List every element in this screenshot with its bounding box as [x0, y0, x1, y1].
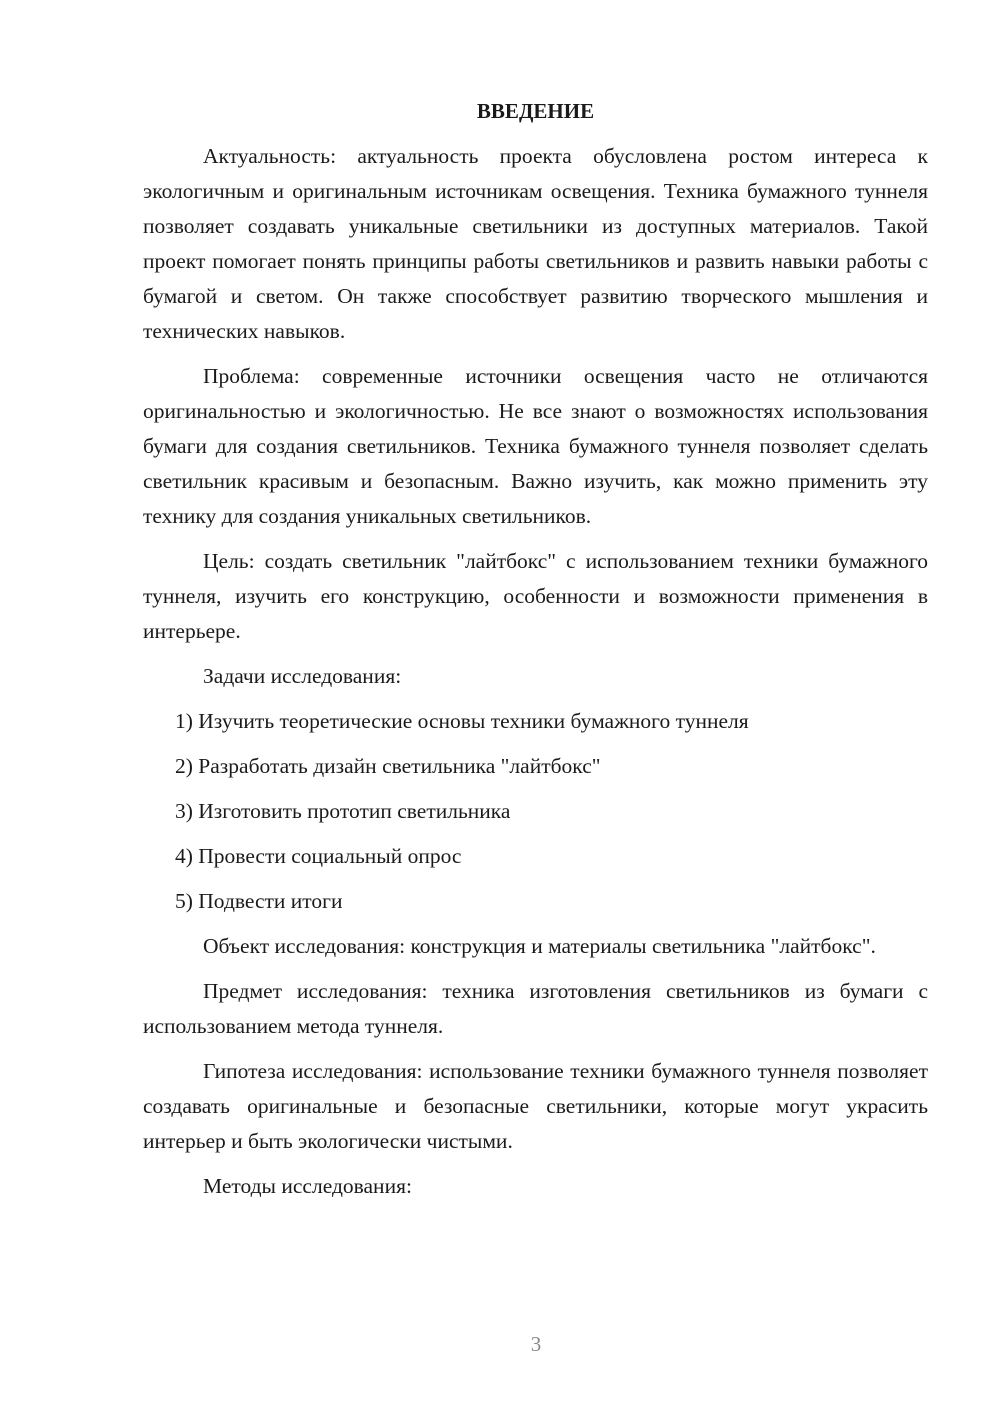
paragraph-problem: Проблема: современные источники освещения часто не отличаются оригинальностью и экологичностью. Не все знают о возможностях использования бумаги для создания светильников. Техника бумажного туннеля позволяет сделать светильник красивым и безопасным. Важно изучить, как можно применить эту технику для создания уникальных светильников. — [143, 364, 928, 528]
tasks-title: Задачи исследования: — [203, 664, 402, 688]
page-content — [143, 94, 928, 1214]
task-item: 3) Изготовить прототип светильника — [175, 799, 511, 823]
paragraph-goal: Цель: создать светильник "лайтбокс" с использованием техники бумажного туннеля, изучить его конструкцию, особенности и возможности применения в интерьере. — [143, 549, 928, 643]
methods-title: Методы исследования: — [203, 1174, 412, 1198]
paragraph-subject: Предмет исследования: техника изготовления светильников из бумаги с использованием метода туннеля. — [143, 979, 928, 1038]
task-item: 4) Провести социальный опрос — [175, 844, 462, 868]
task-item: 5) Подвести итоги — [175, 889, 343, 913]
paragraph-object: Объект исследования: конструкция и материалы светильника "лайтбокс". — [203, 934, 876, 958]
paragraph-hypothesis: Гипотеза исследования: использование техники бумажного туннеля позволяет создавать оригинальные и безопасные светильники, которые могут украсить интерьер и быть экологически чистыми. — [143, 1059, 928, 1153]
page-number: 3 — [530, 1332, 542, 1356]
task-item: 1) Изучить теоретические основы техники бумажного туннеля — [175, 709, 749, 733]
section-heading: ВВЕДЕНИЕ — [476, 99, 595, 123]
task-item: 2) Разработать дизайн светильника "лайтбокс" — [175, 754, 601, 778]
paragraph-relevance: Актуальность: актуальность проекта обусловлена ростом интереса к экологичным и оригинальным источникам освещения. Техника бумажного туннеля позволяет создавать уникальные светильники из доступных материалов. Такой проект помогает понять принципы работы светильников и развить навыки работы с бумагой и светом. Он также способствует развитию творческого мышления и технических навыков. — [143, 144, 928, 343]
